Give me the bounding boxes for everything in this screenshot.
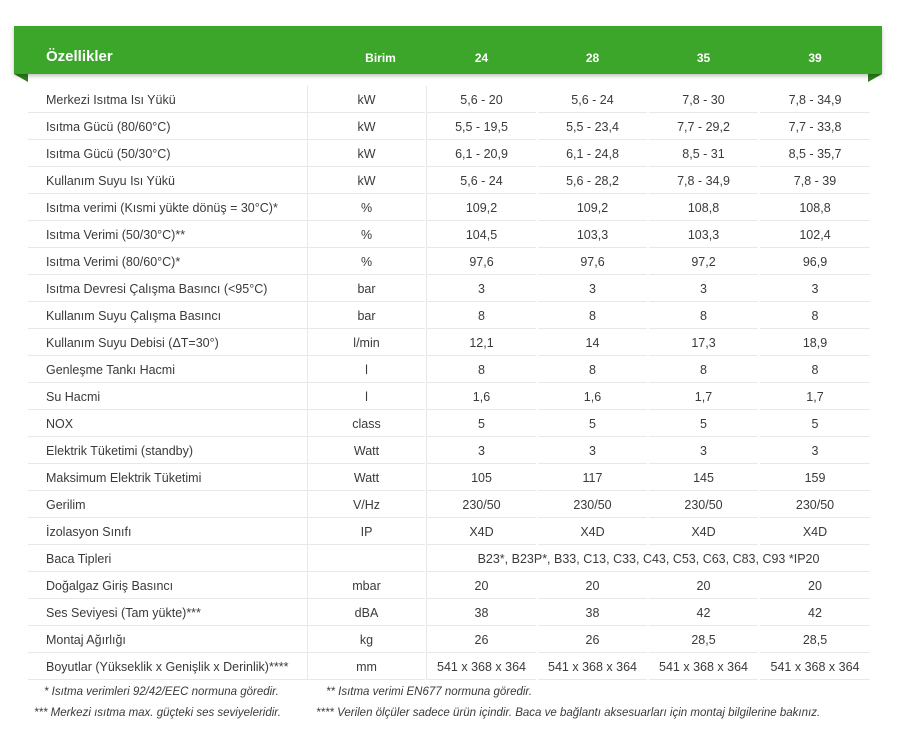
row-label: Kullanım Suyu Çalışma Basıncı	[28, 302, 324, 329]
row-unit: kg	[308, 626, 425, 653]
row-label: Boyutlar (Yükseklik x Genişlik x Derinlik)****	[28, 653, 324, 680]
row-value-39: 7,8 - 34,9	[760, 86, 870, 113]
table-row	[28, 518, 870, 545]
row-value-35: 28,5	[649, 626, 758, 653]
header-fold-right	[868, 74, 882, 82]
row-value-39: 28,5	[760, 626, 870, 653]
row-label: Ses Seviyesi (Tam yükte)***	[28, 599, 324, 626]
row-value-39: X4D	[760, 518, 870, 545]
row-value-39: 3	[760, 437, 870, 464]
row-unit: %	[308, 221, 425, 248]
row-unit: l	[308, 383, 425, 410]
row-unit: bar	[308, 302, 425, 329]
row-value-39: 541 x 368 x 364	[760, 653, 870, 680]
row-unit: %	[308, 194, 425, 221]
row-value-28: 20	[538, 572, 647, 599]
row-value-35: 17,3	[649, 329, 758, 356]
row-value-35: 8	[649, 356, 758, 383]
row-value-28: 5	[538, 410, 647, 437]
row-label: Genleşme Tankı Hacmi	[28, 356, 324, 383]
table-row	[28, 356, 870, 383]
row-value-24: 38	[427, 599, 536, 626]
row-label: Montaj Ağırlığı	[28, 626, 324, 653]
row-label: Kullanım Suyu Debisi (ΔT=30°)	[28, 329, 324, 356]
row-value-35: 8	[649, 302, 758, 329]
row-unit: class	[308, 410, 425, 437]
row-label: Maksimum Elektrik Tüketimi	[28, 464, 324, 491]
row-value-24: 3	[427, 275, 536, 302]
row-value-35: 103,3	[649, 221, 758, 248]
row-value-28: 6,1 - 24,8	[538, 140, 647, 167]
row-unit: kW	[308, 113, 425, 140]
row-value-35: 7,7 - 29,2	[649, 113, 758, 140]
row-value-35: 108,8	[649, 194, 758, 221]
table-row	[28, 599, 870, 626]
table-row	[28, 329, 870, 356]
row-unit: kW	[308, 167, 425, 194]
row-value-24: 230/50	[427, 491, 536, 518]
row-value-35: 42	[649, 599, 758, 626]
row-label: Kullanım Suyu Isı Yükü	[28, 167, 324, 194]
row-value-39: 8	[760, 302, 870, 329]
row-value-28: 541 x 368 x 364	[538, 653, 647, 680]
row-value-24: 97,6	[427, 248, 536, 275]
row-label: Baca Tipleri	[28, 545, 324, 572]
row-value-24: 12,1	[427, 329, 536, 356]
header-model-39: 39	[808, 51, 822, 65]
row-value-24: 5,6 - 20	[427, 86, 536, 113]
row-value-24: 104,5	[427, 221, 536, 248]
row-value-28: 3	[538, 437, 647, 464]
row-value-35: X4D	[649, 518, 758, 545]
row-value-39: 7,8 - 39	[760, 167, 870, 194]
row-value-24: 5,5 - 19,5	[427, 113, 536, 140]
table-row	[28, 410, 870, 437]
row-value-39: 108,8	[760, 194, 870, 221]
row-value-28: 103,3	[538, 221, 647, 248]
row-value-28: 26	[538, 626, 647, 653]
row-value-28: 230/50	[538, 491, 647, 518]
row-value-39: 18,9	[760, 329, 870, 356]
row-value-28: 109,2	[538, 194, 647, 221]
row-value-35: 97,2	[649, 248, 758, 275]
row-label: Isıtma Verimi (50/30°C)**	[28, 221, 324, 248]
header-model-24: 24	[474, 51, 489, 65]
row-value-24: 105	[427, 464, 536, 491]
row-value-24: 109,2	[427, 194, 536, 221]
header-unit: Birim	[365, 51, 396, 65]
row-value-28: 97,6	[538, 248, 647, 275]
row-value-28: 5,5 - 23,4	[538, 113, 647, 140]
row-unit: l/min	[308, 329, 425, 356]
row-value-24: 20	[427, 572, 536, 599]
footnote-2: ** Isıtma verimi EN677 normuna göredir.	[326, 686, 533, 698]
row-unit: kW	[308, 86, 425, 113]
row-label: Isıtma Gücü (50/30°C)	[28, 140, 324, 167]
row-value-39: 230/50	[760, 491, 870, 518]
row-value-39: 42	[760, 599, 870, 626]
row-value-35: 3	[649, 437, 758, 464]
row-value-35: 20	[649, 572, 758, 599]
row-label: Gerilim	[28, 491, 324, 518]
table-row	[28, 86, 870, 113]
row-value-24: X4D	[427, 518, 536, 545]
row-label: Su Hacmi	[28, 383, 324, 410]
row-unit: dBA	[308, 599, 425, 626]
row-label: İzolasyon Sınıfı	[28, 518, 324, 545]
row-value-35: 145	[649, 464, 758, 491]
table-row	[28, 221, 870, 248]
footnote-1: * Isıtma verimleri 92/42/EEC normuna göredir.	[44, 686, 279, 698]
row-unit: V/Hz	[308, 491, 425, 518]
table-row	[28, 491, 870, 518]
row-value-24: 8	[427, 302, 536, 329]
row-value-24: 6,1 - 20,9	[427, 140, 536, 167]
row-label: Isıtma Gücü (80/60°C)	[28, 113, 324, 140]
table-row	[28, 194, 870, 221]
row-value-39: 8	[760, 356, 870, 383]
row-value-24: 26	[427, 626, 536, 653]
row-value-28: 8	[538, 356, 647, 383]
row-unit: l	[308, 356, 425, 383]
row-value-39: 3	[760, 275, 870, 302]
table-row	[28, 383, 870, 410]
row-value-24: 3	[427, 437, 536, 464]
header-model-35: 35	[696, 51, 711, 65]
row-value-39: 1,7	[760, 383, 870, 410]
row-label: Isıtma Devresi Çalışma Basıncı (<95°C)	[28, 275, 324, 302]
row-label: Isıtma verimi (Kısmi yükte dönüş = 30°C)*	[28, 194, 324, 221]
row-value-28: X4D	[538, 518, 647, 545]
header-fold-left	[14, 74, 28, 82]
footnote-3: *** Merkezi ısıtma max. güçteki ses seviyeleridir.	[34, 707, 281, 719]
row-value-35: 7,8 - 34,9	[649, 167, 758, 194]
row-value-39: 96,9	[760, 248, 870, 275]
row-value-39: 5	[760, 410, 870, 437]
row-unit: Watt	[308, 437, 425, 464]
row-unit: IP	[308, 518, 425, 545]
row-value-39: 8,5 - 35,7	[760, 140, 870, 167]
table-row	[28, 572, 870, 599]
row-value-28: 38	[538, 599, 647, 626]
row-label: Merkezi Isıtma Isı Yükü	[28, 86, 324, 113]
table-row	[28, 167, 870, 194]
row-value-merged: B23*, B23P*, B33, C13, C33, C43, C53, C63, C83, C93 *IP20	[427, 545, 870, 572]
table-row	[28, 275, 870, 302]
row-unit: bar	[308, 275, 425, 302]
row-value-24: 5	[427, 410, 536, 437]
table-row	[28, 248, 870, 275]
row-unit: mbar	[308, 572, 425, 599]
row-value-35: 541 x 368 x 364	[649, 653, 758, 680]
row-label: Elektrik Tüketimi (standby)	[28, 437, 324, 464]
header-model-28: 28	[585, 51, 600, 65]
row-value-28: 3	[538, 275, 647, 302]
row-value-28: 5,6 - 28,2	[538, 167, 647, 194]
header-title: Özellikler	[46, 48, 113, 65]
row-value-24: 5,6 - 24	[427, 167, 536, 194]
footnote-4: **** Verilen ölçüler sadece ürün içindir. Baca ve bağlantı aksesuarları için montaj bilgilerine bakınız.	[316, 707, 821, 719]
row-value-35: 3	[649, 275, 758, 302]
table-header-banner	[14, 26, 882, 74]
row-value-35: 7,8 - 30	[649, 86, 758, 113]
specifications-table	[28, 86, 870, 680]
table-row	[28, 437, 870, 464]
table-row	[28, 545, 870, 572]
row-value-28: 117	[538, 464, 647, 491]
row-value-35: 1,7	[649, 383, 758, 410]
table-row	[28, 626, 870, 653]
row-unit	[308, 545, 425, 572]
row-value-28: 5,6 - 24	[538, 86, 647, 113]
table-row	[28, 140, 870, 167]
row-unit: kW	[308, 140, 425, 167]
row-value-24: 1,6	[427, 383, 536, 410]
row-value-28: 8	[538, 302, 647, 329]
row-value-35: 5	[649, 410, 758, 437]
row-value-39: 7,7 - 33,8	[760, 113, 870, 140]
row-value-28: 14	[538, 329, 647, 356]
row-unit: %	[308, 248, 425, 275]
row-value-28: 1,6	[538, 383, 647, 410]
row-value-24: 8	[427, 356, 536, 383]
row-label: NOX	[28, 410, 324, 437]
table-row	[28, 113, 870, 140]
row-value-35: 230/50	[649, 491, 758, 518]
row-label: Isıtma Verimi (80/60°C)*	[28, 248, 324, 275]
row-value-39: 159	[760, 464, 870, 491]
row-label: Doğalgaz Giriş Basıncı	[28, 572, 324, 599]
row-unit: Watt	[308, 464, 425, 491]
table-row	[28, 464, 870, 491]
row-value-35: 8,5 - 31	[649, 140, 758, 167]
row-value-24: 541 x 368 x 364	[427, 653, 536, 680]
row-value-39: 102,4	[760, 221, 870, 248]
row-unit: mm	[308, 653, 425, 680]
row-value-39: 20	[760, 572, 870, 599]
table-row	[28, 653, 870, 680]
table-row	[28, 302, 870, 329]
